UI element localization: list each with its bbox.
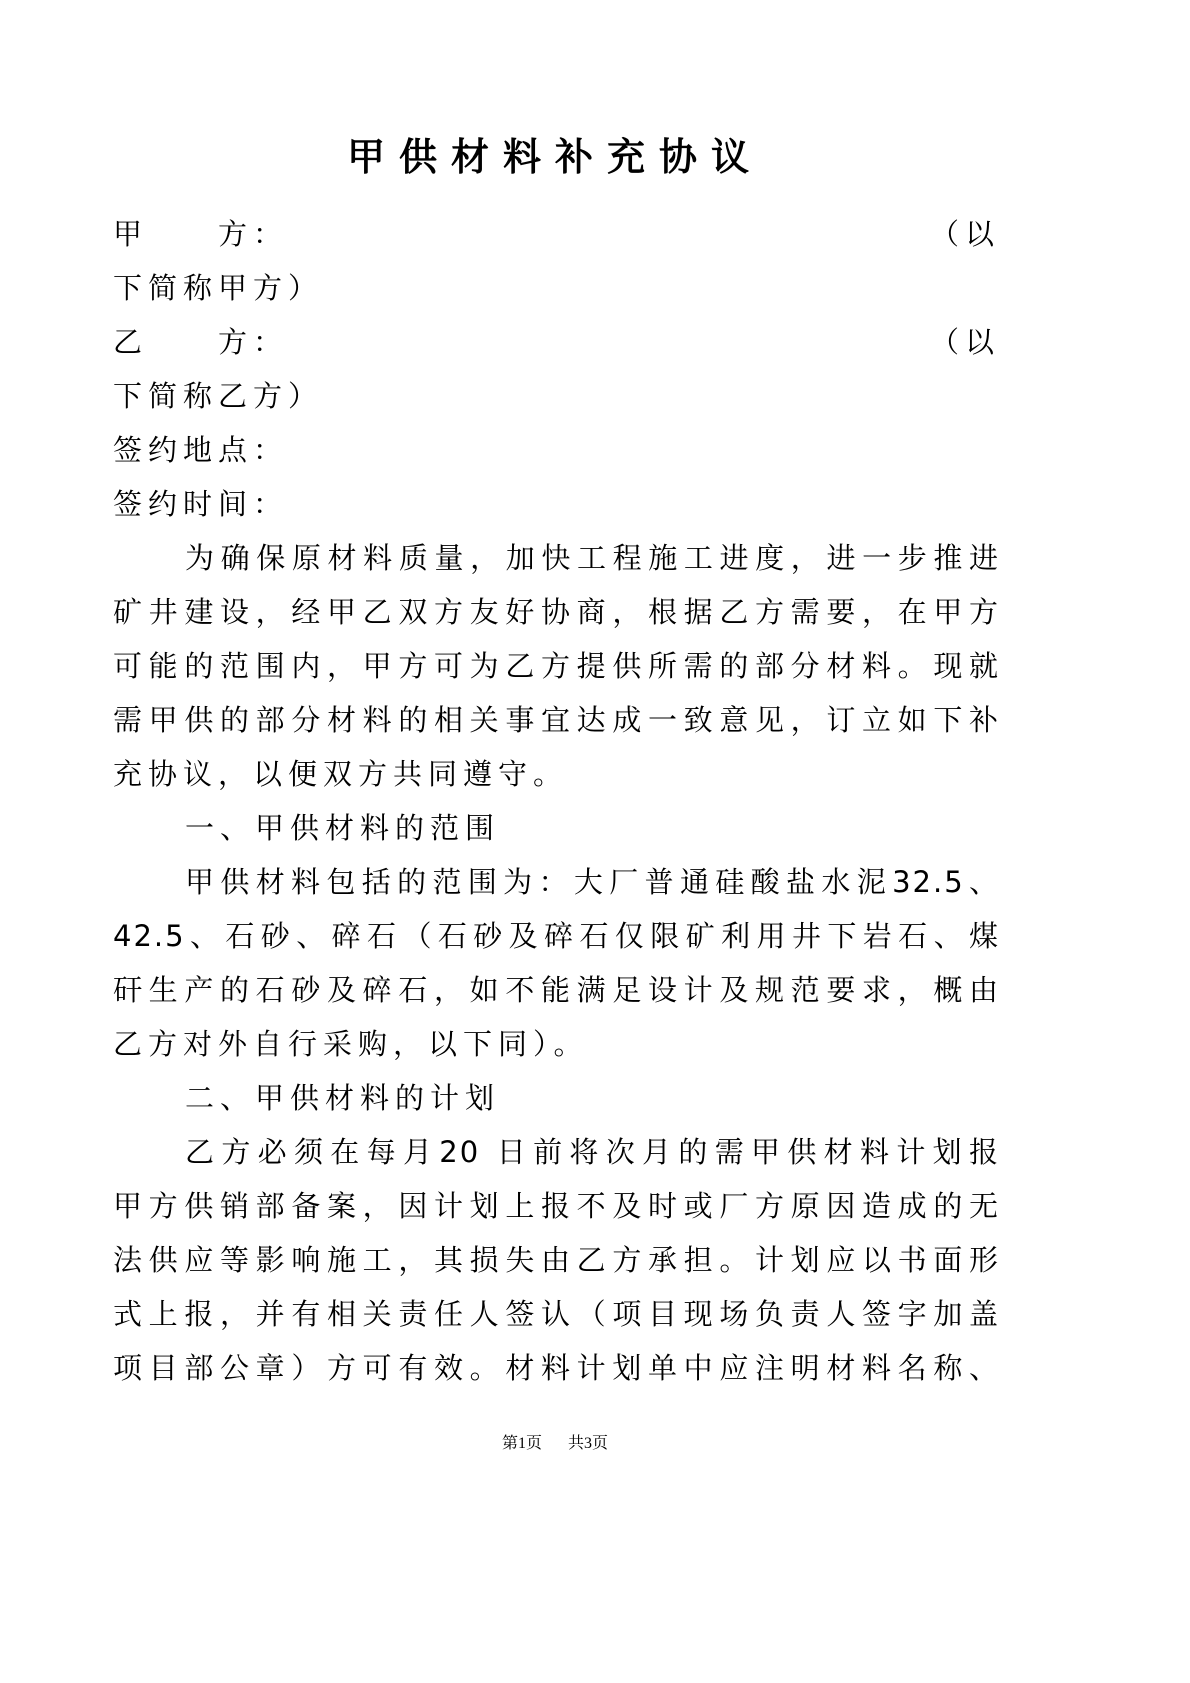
page-total: 共3页 [568,1435,609,1452]
body-line: 42.5、石砂、碎石（石砂及碎石仅限矿利用井下岩石、煤 [113,919,1000,953]
body-line: 矸生产的石砂及碎石，如不能满足设计及规范要求，概由 [113,973,1000,1007]
body-line: 乙方必须在每月20 日前将次月的需甲供材料计划报 [185,1135,1000,1169]
body-line: 乙方对外自行采购，以下同）。 [113,1027,589,1061]
party-a-continuation: 下简称甲方） [113,271,324,305]
body-line: 甲供材料包括的范围为：大厂普通硅酸盐水泥32.5、 [185,865,1000,899]
party-b-continuation: 下简称乙方） [113,379,324,413]
body-line: 可能的范围内，甲方可为乙方提供所需的部分材料。现就 [113,649,1000,683]
party-a-field [113,214,1000,254]
body-line: 矿井建设，经甲乙双方友好协商，根据乙方需要，在甲方 [113,595,1000,629]
body-line: 充协议，以便双方共同遵守。 [113,757,569,791]
body-line: 为确保原材料质量，加快工程施工进度，进一步推进 [185,541,1000,575]
page-number: 第1页 [501,1435,542,1452]
body-line: 需甲供的部分材料的相关事宜达成一致意见，订立如下补 [113,703,1000,737]
signing-location: 签约地点： [113,433,289,467]
body-line: 甲方供销部备案，因计划上报不及时或厂方原因造成的无 [113,1189,1000,1223]
party-b-suffix: （以 [929,325,1000,359]
body-line: 法供应等影响施工，其损失由乙方承担。计划应以书面形 [113,1243,1000,1277]
section-heading-1: 一、甲供材料的范围 [185,811,501,845]
document-title: 甲供材料补充协议 [346,135,763,179]
page-footer [0,1430,1110,1453]
party-a-suffix: （以 [929,217,1000,251]
party-a-label: 甲 方： [113,217,289,251]
party-b-field [113,322,1000,362]
body-line: 式上报，并有相关责任人签认（项目现场负责人签字加盖 [113,1297,1000,1331]
signing-time: 签约时间： [113,487,289,521]
body-line: 项目部公章）方可有效。材料计划单中应注明材料名称、 [113,1351,1000,1385]
party-b-label: 乙 方： [113,325,289,359]
section-heading-2: 二、甲供材料的计划 [185,1081,501,1115]
